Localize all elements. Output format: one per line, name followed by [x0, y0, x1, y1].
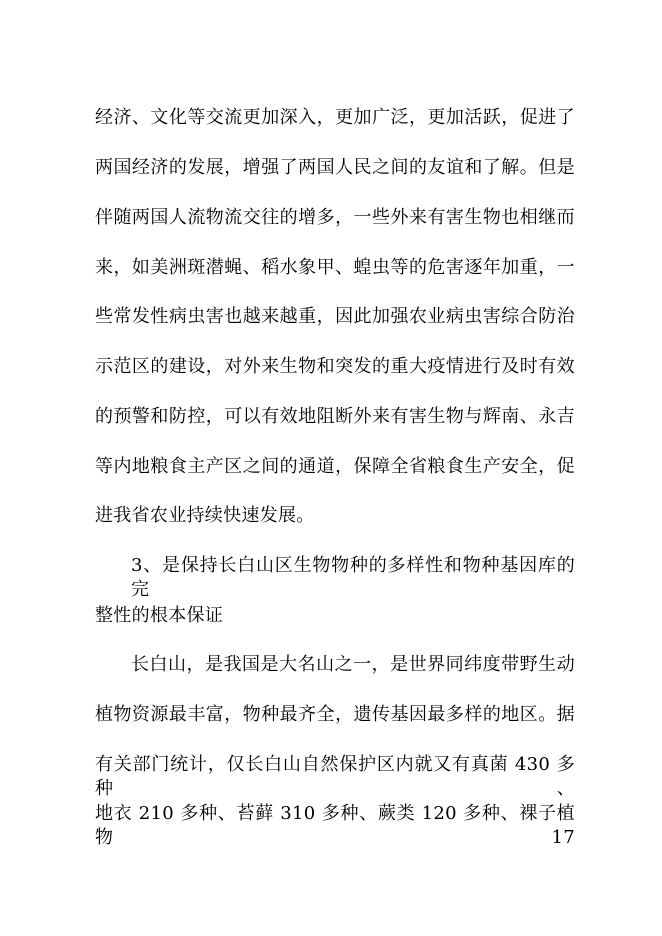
paragraph-line: 长白山，是我国是大名山之一，是世界同纬度带野生动: [131, 654, 575, 675]
paragraph-line: 经济、文化等交流更加深入，更加广泛，更加活跃，促进了: [95, 107, 575, 128]
paragraph-line: 些常发性病虫害也越来越重，因此加强农业病虫害综合防治: [95, 306, 575, 327]
paragraph-line: 示范区的建设，对外来生物和突发的重大疫情进行及时有效: [95, 356, 575, 377]
paragraph-line: 伴随两国人流物流交往的增多，一些外来有害生物也相继而: [95, 207, 575, 228]
paragraph-line: 等内地粮食主产区之间的通道，保障全省粮食生产安全，促: [95, 456, 575, 477]
paragraph-line: 的预警和防控，可以有效地阻断外来有害生物与辉南、永吉: [95, 406, 575, 427]
paragraph-line: 地衣 210 多种、苔藓 310 多种、蕨类 120 多种、裸子植物 17: [95, 803, 575, 848]
paragraph-line: 两国经济的发展，增强了两国人民之间的友谊和了解。但是: [95, 157, 575, 178]
section-heading-line: 3、是保持长白山区生物物种的多样性和物种基因库的完: [131, 555, 575, 600]
paragraph-line: 有关部门统计，仅长白山自然保护区内就又有真菌 430 多种、: [95, 754, 575, 799]
section-heading-line: 整性的根本保证: [95, 605, 224, 626]
paragraph-line: 来，如美洲斑潜蝇、稻水象甲、蝗虫等的危害逐年加重，一: [95, 257, 575, 278]
paragraph-line: 植物资源最丰富，物种最齐全，遗传基因最多样的地区。据: [95, 704, 575, 725]
paragraph-line: 进我省农业持续快速发展。: [95, 505, 315, 526]
